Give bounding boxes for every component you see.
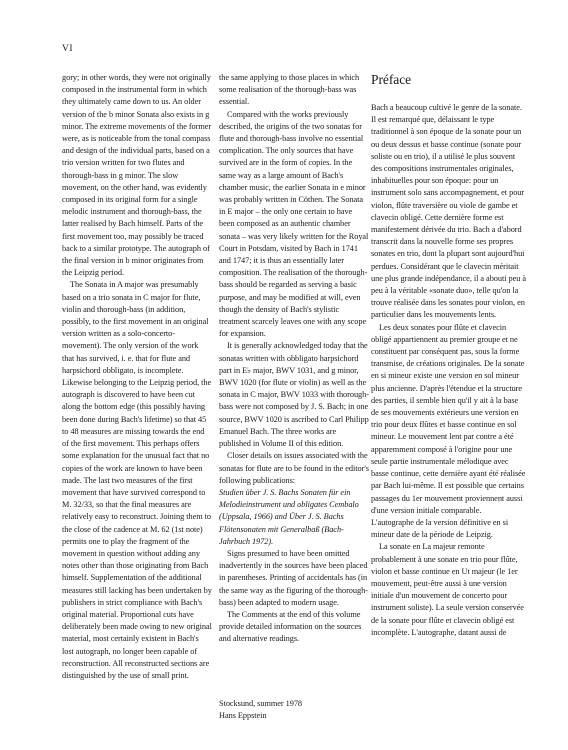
page-number: VI [62, 44, 74, 54]
signature-block [219, 698, 369, 722]
english-text-column-1 [62, 72, 212, 682]
paragraph: La sonate en La majeur remonte probablement à une sonate en trio pour flûte, violon et basse continue en Ut majeur (le 1er mouvement, peut-être aussi à une version initiale d'un mouvement de concerto pour instrument soliste). La seule version conservée de la sonate pour flûte et clavecin obligé est incomplète. L'autographe, datant aussi de [371, 542, 524, 637]
paragraph: gory; in other words, they were not originally composed in the instrumental form in which they ultimately came down to us. An older version of the b minor Sonata also exists in g minor. The extreme movements of the former were, as is noticeable from the tonal compass and design of the individual parts, based on a trio version written for two flutes and thorough-bass in g minor. The slow movement, on the other hand, was evidently composed in its original form for a single melodic instrument and thorough-bass, the latter realised by Bach himself. Parts of the first movement too, may possibly be traced back to a similar prototype. The autograph of the final version in b minor originates from the Leipzig period. [62, 73, 212, 278]
paragraph: Compared with the works previously described, the origins of the two sonatas for flute and thorough-bass involve no essential complication. The only sources that have survived are in the form of copies. In the same way as a large amount of Bach's chamber music, the earlier Sonata in e minor was probably written in Cöthen. The Sonata in E major – the only one certain to have been composed as an authentic chamber sonata – was very likely written for the Royal Court in Potsdam, visited by Bach in 1741 and 1747; it is thus an essentially later composition. The realisation of the thorough-bass should be regarded as serving a basic purpose, and may be modified at will, even though the density of Bach's stylistic treatment scarcely leaves one with any scope for expansion. [219, 109, 369, 339]
paragraph: Signs presumed to have been omitted inadvertently in the sources have been placed in parentheses. Printing of accidentals has (in the same way as the figuring of the thorough-bass) been adapted to modern usage. [219, 548, 368, 607]
english-text-column-2 [219, 72, 369, 722]
paragraph: The Sonata in A major was presumably based on a trio sonata in C major for flute, violin and thorough-bass (in addition, possibly, to the first movement in an original version written as a solo-concerto-movement). The only version of the work that has survived, i. e. that for flute and harpsichord obbligato, is incomplete. Likewise belonging to the Leipzig period, the autograph is discovered to have been cut along the bottom edge (this possibly having been done during Bach's lifetime) so that 45 to 48 measures are missing towards the end of the first movement. This perhaps offers some explanation for the unusual fact that no copies of the work are known to have been made. The last two measures of the first movement that have survived correspond to M. 32/33, so that the final measures are relatively easy to reconstruct. Joining them to the close of the cadence at M. 62 (1st note) permits one to play the fragment of the movement in question without adding any notes other than those originating from Bach himself. Supplementation of the additional measures still lacking has been undertaken by publishers in strict compliance with Bach's original material. Proportional cuts have deliberately been made owing to new original material, most certainly existent in Bach's lost autograph, no longer been capable of reconstruction. All reconstructed sections are distinguished by the use of small print. [62, 280, 212, 680]
paragraph: The Comments at the end of this volume provide detailed information on the sources and alternative readings. [219, 609, 362, 644]
signature-place-date: Stocksund, summer 1978 [219, 698, 303, 708]
paragraph: It is generally acknowledged today that the sonatas written with obbligato harpsichord part in E♭ major, BWV 1031, and g minor, BWV 1020 (for flute or violin) as well as the sonata in C major, BWV 1033 with thorough-bass were not composed by J. S. Bach; in one source, BWV 1020 is ascribed to Carl Philipp Emanuel Bach. The three works are published in Volume II of this edition. [219, 341, 369, 449]
paragraph: the same applying to those places in which some realisation of the thorough-bass was essential. [219, 73, 360, 107]
paragraph: Les deux sonates pour flûte et clavecin obligé appartiennent au premier groupe et ne constituent par conséquent pas, sous la forme transmise, de créations originales. De la sonate en si mineur existe une version en sol mineur plus ancienne. D'après l'étendue et la structure des parties, il semble bien qu'il y ait à la base de ses mouvements extérieurs une version en trio pour deux flûtes et basse continue en sol mineur. Le mouvement lent par contre a été apparemment composé à l'origine pour une seule partie instrumentale mélodique avec basse continue, cette dernière ayant été réalisée par Bach lui-même. Il est possible que certains passages du 1er mouvement proviennent aussi d'une version initiale comparable. L'autographe de la version définitive en si mineur date de la période de Leipzig. [371, 322, 526, 540]
bibliography-paragraph [219, 487, 369, 548]
paragraph: Closer details on issues associated with the sonatas for flute are to be found in the editor's following publications: [219, 451, 369, 485]
paragraph: Bach a beaucoup cultivé le genre de la sonate. Il est remarqué que, délaissant le type traditionnel à son époque de la sonate pour un ou deux dessus et basse continue (sonate pour soliste ou en trio), il a utilisé le plus souvent des compositions instrumentales originales, inhabituelles pour son époque: pour un instrument solo sans accompagnement, et pour violon, flûte traversière ou viole de gambe et clavecin obligé. Cette dernière forme est manifestement dérivée du trio. Bach a d'abord transcrit dans la nouvelle forme ses propres sonates en trio, dont la plupart sont aujourd'hui perdues. Considérant que le clavecin méritait une plus grande indépendance, il a abouti peu à peu à la véritable «sonate duo», telle qu'on la trouve réalisée dans les sonates pour violon, en particulier dans les mouvements lents. [371, 103, 527, 320]
signature-name: Hans Eppstein [219, 710, 267, 720]
bibliography-text: Studien über J. S. Bachs Sonaten für ein Melodieinstrument und obligates Cembalo (Uppsala, 1966) and Über J. S. Bachs Flötensonaten mit Generalbaß (Bach-Jahrbuch 1972). [219, 487, 359, 546]
section-heading: Préface [371, 72, 412, 87]
french-text-column [371, 72, 526, 639]
